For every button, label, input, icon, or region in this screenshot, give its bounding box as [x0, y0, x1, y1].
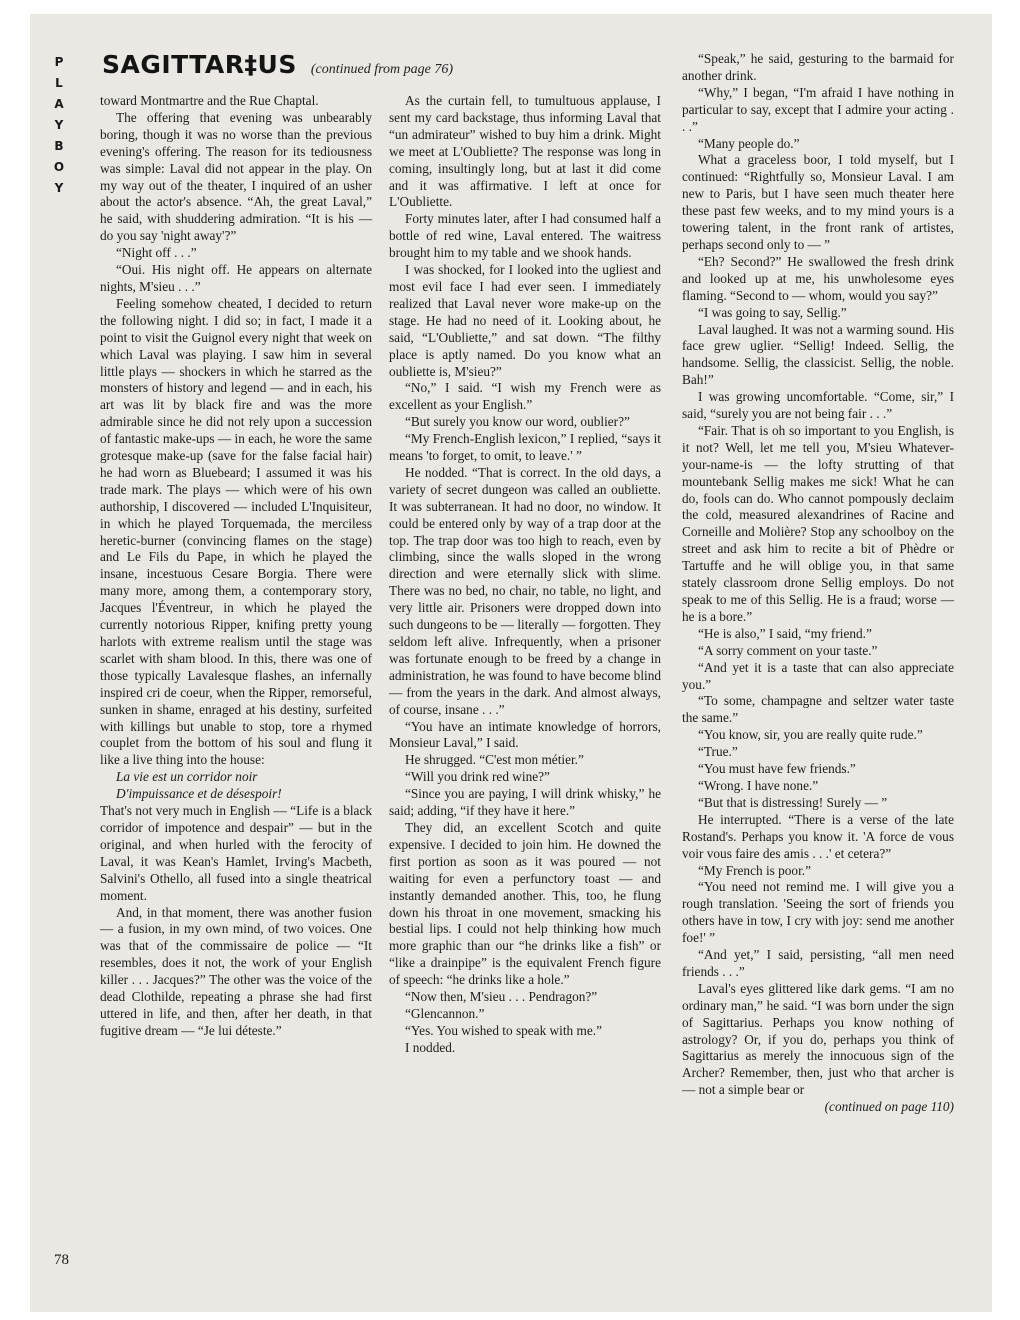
paragraph: “No,” I said. “I wish my French were as excellent as your English.”	[389, 380, 661, 413]
paragraph: “True.”	[698, 744, 738, 760]
paragraph: He shrugged. “C'est mon métier.”	[405, 752, 584, 768]
paragraph: “And yet,” I said, persisting, “all men need friends . . .”	[682, 947, 954, 979]
paragraph: “Many people do.”	[698, 135, 800, 151]
paragraph: “Yes. You wished to speak with me.”	[405, 1022, 602, 1038]
paragraph: “But surely you know our word, oublier?”	[405, 414, 630, 430]
text-column-1	[100, 93, 372, 1040]
paragraph: “Oui. His night off. He appears on alternate nights, M'sieu . . .”	[100, 262, 372, 294]
paragraph: “But that is distressing! Surely — ”	[698, 794, 888, 810]
paragraph: “You need not remind me. I will give you a rough translation. 'Seeing the sort of friends you others have in tow, I cry with joy: send me another foe!' ”	[682, 879, 954, 946]
paragraph: I was growing uncomfortable. “Come, sir,” I said, “surely you are not being fair . . .”	[682, 389, 954, 422]
paragraph: “Since you are paying, I will drink whisky,” he said; adding, “if they have it here.”	[389, 786, 661, 819]
spine-letter: A	[54, 97, 64, 111]
paragraph: Laval's eyes glittered like dark gems. “I am no ordinary man,” he said. “I was born under the sign of Sagittarius. Perhaps you know nothing of astrology? Or, if you do, perhaps you think of Sagittarius as merely the innocuous sign of the Archer? Remember, then, just who that archer is — not a simple bear or	[682, 980, 954, 1098]
article-header	[102, 50, 453, 90]
paragraph: Laval laughed. It was not a warming sound. His face grew uglier. “Sellig! Indeed. Sellig, the handsome. Sellig, the classicist. Sellig, the noble. Bah!”	[682, 321, 954, 388]
paragraph: “Will you drink red wine?”	[405, 769, 550, 785]
paragraph: And, in that moment, there was another fusion — a fusion, in my own mind, of two voices. One was that of the commissaire de police — “It resembles, does it not, the work of your English killer . . . Jacques?” The other was the voice of the dead Clothilde, repeating a phrase she had first uttered in life, and then, after her death, in that fugitive dream — “Je lui déteste.”	[100, 904, 372, 1038]
paragraph: That's not very much in English — “Life is a black corridor of impotence and despair” — but in the original, and when hurled with the ferocity of Laval, it was Kean's Hamlet, Irving's Macbeth, Salvini's Othello, all fused into a single theatrical moment.	[100, 803, 372, 903]
paragraph: “Eh? Second?” He swallowed the fresh drink and looked up at me, his unwholesome eyes flaming. “Second to — whom, would you say?”	[682, 253, 954, 303]
paragraph: (continued on page 110)	[824, 1099, 954, 1115]
paragraph: “To some, champagne and seltzer water taste the same.”	[682, 693, 954, 726]
paragraph: D'impuissance et de désespoir!	[116, 786, 282, 802]
paragraph: “Why,” I began, “I'm afraid I have nothing in particular to say, except that I admire your acting . . .”	[682, 84, 954, 134]
paragraph: As the curtain fell, to tumultuous applause, I sent my card backstage, thus informing Laval that “un admirateur” wished to buy him a drink. Might we meet at L'Oubliette? The response was long in coming, insultingly long, but at last it did come and it was affirmative. I left at once for L'Oubliette.	[389, 93, 661, 210]
paragraph: What a graceless boor, I told myself, but I continued: “Rightfully so, Monsieur Laval. I am new to Paris, but I have seen much theater here these past few weeks, and to my mind yours is a towering talent, in the front rank of artistes, perhaps second only to — ”	[682, 152, 954, 252]
paragraph: I nodded.	[405, 1039, 456, 1055]
paragraph: “He is also,” I said, “my friend.”	[698, 625, 872, 641]
spine-letter: O	[53, 160, 65, 174]
paragraph: Forty minutes later, after I had consumed half a bottle of red wine, Laval entered. The waitress brought him to my table and we shook hands.	[389, 211, 661, 261]
paragraph: “Wrong. I have none.”	[698, 777, 819, 793]
text-column-3	[682, 51, 954, 1116]
paragraph: I was shocked, for I looked into the ugliest and most evil face I had ever seen. I immediately realized that Laval never wore make-up on the stage. He had no need of it. Looking about, he said, “L'Oubliette,” and sat down. “The filthy place is aptly named. Do you know what an oubliette is, M'sieu?”	[389, 262, 661, 379]
paragraph: “Glencannon.”	[405, 1005, 485, 1021]
paragraph: “My French-English lexicon,” I replied, “says it means 'to forget, to omit, to leave.' ”	[389, 431, 661, 464]
continued-from-note: (continued from page 76)	[310, 62, 454, 77]
text-column-2	[389, 93, 661, 1057]
article-title: SAGITTAR‡US	[102, 50, 297, 79]
paragraph: “A sorry comment on your taste.”	[698, 642, 878, 658]
spine-letter: P	[54, 55, 64, 69]
paragraph: “And yet it is a taste that can also appreciate you.”	[682, 659, 954, 692]
page-number: 78	[54, 1252, 69, 1268]
magazine-page	[30, 14, 992, 1312]
paragraph: The offering that evening was unbearably boring, though it was no worse than the previous evening's offering. The reason for its tediousness was simple: Laval did not appear in the play. On my way out of the theater, I inquired of an usher about the actor's absence. “Ah, the great Laval,” he said, with shuddering admiration. “It is his — do you say 'night away'?”	[100, 109, 372, 244]
paragraph: “Fair. That is oh so important to you English, is it not? Well, let me tell you, M'sieu Whatever-your-name-is — the lofty strutting of that mountebank Sellig makes me sick! What he can do, fools can do. Who cannot pompously declaim the cold, measured alexandrines of Racine and Corneille and Molière? Stop any schoolboy on the street and ask him to recite a bit of Phèdre or Tartuffe and he will oblige you, in that same stately classroom drone Sellig employs. Do not speak to me of this Sellig. He is a fraud; worse — he is a bore.”	[682, 422, 954, 624]
paragraph: “You have an intimate knowledge of horrors, Monsieur Laval,” I said.	[389, 718, 661, 751]
spine-letter: B	[54, 139, 64, 153]
paragraph: “Now then, M'sieu . . . Pendragon?”	[405, 989, 598, 1005]
spine-letter: Y	[54, 181, 64, 195]
paragraph: “You must have few friends.”	[698, 761, 856, 777]
spine-letter: Y	[54, 118, 64, 132]
paragraph: La vie est un corridor noir	[116, 769, 258, 785]
paragraph: Feeling somehow cheated, I decided to return the following night. I did so; in fact, I made it a point to visit the Guignol every night that week on which Laval was playing. I saw him in several little plays — shockers in which he starred as the monsters of history and legend — and in each, his art was lit by black fire and was the more admirable since he did not rely upon a succession of fantastic make-ups — in each, he wore the same grotesque make-up (save for the false facial hair) he had worn as Bluebeard; I assumed it was his trade mark. The plays — which were of his own authorship, I discovered — included L'Inquisiteur, in which he played Torquemada, the merciless heretic-burner (convincing flames on the stage) and Le Fils du Pape, in which he played the insane, incestuous Cesare Borgia. There were many more, among them, a contemporary story, Jacques l'Éventreur, in which he played the currently notorious Ripper, knifing pretty young harlots with extreme realism until the stage was scarlet with sham blood. In this, there was one of those typically Lavalesque flashes, an infernally inspired cri de coeur, when the Ripper, remorseful, sunken in shame, enraged at his destiny, surfeited with killings but unable to stop, tore a rhymed couplet from the bottom of his soul and flung it like a live thing into the house:	[100, 295, 372, 768]
paragraph: He interrupted. “There is a verse of the late Rostand's. Perhaps you know it. 'A force de vous voir vous faire des amis . . .' et cetera?”	[682, 811, 954, 861]
paragraph: “I was going to say, Sellig.”	[698, 304, 847, 320]
paragraph: “Night off . . .”	[116, 245, 197, 261]
paragraph: toward Montmartre and the Rue Chaptal.	[100, 93, 319, 108]
magazine-spine-label	[52, 52, 66, 199]
paragraph: “Speak,” he said, gesturing to the barmaid for another drink.	[682, 51, 954, 83]
paragraph: “You know, sir, you are really quite rude.”	[698, 727, 923, 743]
paragraph: They did, an excellent Scotch and quite expensive. I decided to join him. He downed the first portion as soon as it was poured — not waiting for even a perfunctory toast — and instantly demanded another. This, too, he flung down his throat in one movement, smacking his bestial lips. I could not help thinking how much more graphic than our “he drinks like a fish” or “like a drainpipe” is the equivalent French figure of speech: “he drinks like a hole.”	[389, 819, 661, 988]
paragraph: “My French is poor.”	[698, 862, 812, 878]
paragraph: He nodded. “That is correct. In the old days, a variety of secret dungeon was called an oubliette. It was subterranean. It had no door, no window. It could be entered only by way of a trap door at the top. The trap door was too high to reach, even by climbing, since the walls sloped in the wrong direction and were eternally slick with slime. There was no bed, no chair, no table, no light, and very little air. Prisoners were dropped down into such dungeons to be — literally — forgotten. They seldom left alive. Infrequently, when a prisoner was fortunate enough to be freed by a change in administration, he was found to have become blind — from the years in the dark. And almost always, of course, insane . . .”	[389, 464, 661, 717]
spine-letter: L	[55, 76, 63, 90]
